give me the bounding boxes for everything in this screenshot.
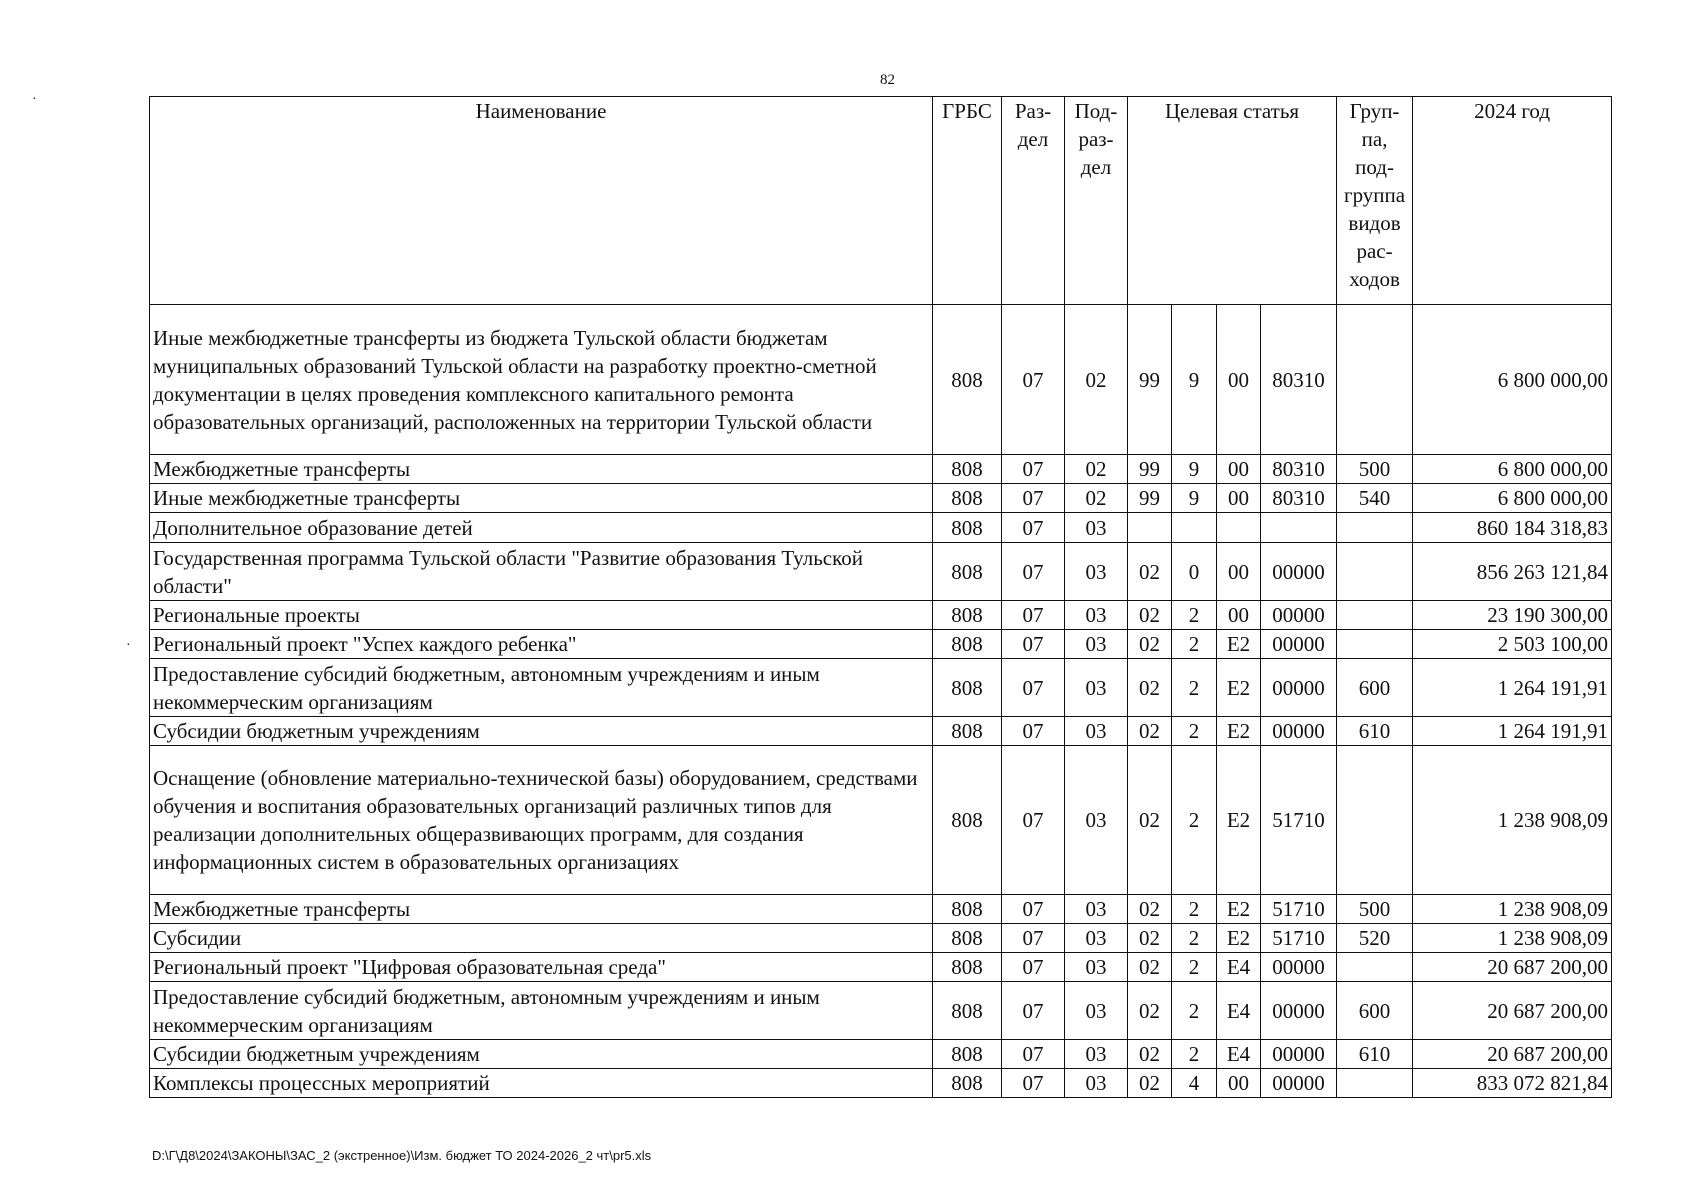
- row-amount: 20 687 200,00: [1413, 1040, 1612, 1069]
- row-grbs: 808: [933, 455, 1002, 484]
- row-razdel: 07: [1002, 630, 1065, 659]
- row-target-direction: 80310: [1261, 484, 1337, 513]
- table-row: [150, 484, 1612, 513]
- row-target-event: E2: [1217, 746, 1261, 895]
- row-target-program: 99: [1128, 305, 1172, 455]
- row-name: Межбюджетные трансферты: [150, 895, 933, 924]
- row-target-event: 00: [1217, 601, 1261, 630]
- row-expense-group: [1337, 1069, 1413, 1098]
- row-target-subprogram: 9: [1172, 484, 1217, 513]
- row-grbs: 808: [933, 513, 1002, 543]
- row-grbs: 808: [933, 1069, 1002, 1098]
- row-razdel: 07: [1002, 455, 1065, 484]
- row-name: Иные межбюджетные трансферты: [150, 484, 933, 513]
- row-grbs: 808: [933, 659, 1002, 717]
- row-razdel: 07: [1002, 543, 1065, 601]
- header-row: [150, 97, 1612, 305]
- row-target-event: E4: [1217, 953, 1261, 982]
- row-target-subprogram: 2: [1172, 895, 1217, 924]
- row-name: Региональный проект "Успех каждого ребенка": [150, 630, 933, 659]
- row-expense-group: [1337, 305, 1413, 455]
- row-razdel: 07: [1002, 717, 1065, 746]
- row-grbs: 808: [933, 982, 1002, 1040]
- row-target-direction: 00000: [1261, 630, 1337, 659]
- header-name: Наименование: [150, 97, 933, 305]
- table-row: [150, 601, 1612, 630]
- row-target-direction: 51710: [1261, 895, 1337, 924]
- row-target-subprogram: 0: [1172, 543, 1217, 601]
- row-target-event: E2: [1217, 659, 1261, 717]
- row-podrazdel: 03: [1065, 630, 1128, 659]
- row-razdel: 07: [1002, 982, 1065, 1040]
- table-row: [150, 659, 1612, 717]
- row-target-subprogram: 2: [1172, 924, 1217, 953]
- row-amount: 2 503 100,00: [1413, 630, 1612, 659]
- row-amount: 20 687 200,00: [1413, 982, 1612, 1040]
- row-podrazdel: 03: [1065, 659, 1128, 717]
- row-name: Предоставление субсидий бюджетным, автономным учреждениям и иным некоммерческим организациям: [150, 982, 933, 1040]
- row-target-event: 00: [1217, 455, 1261, 484]
- row-target-program: 02: [1128, 895, 1172, 924]
- row-razdel: 07: [1002, 895, 1065, 924]
- header-target-article: Целевая статья: [1128, 97, 1337, 305]
- row-target-direction: 00000: [1261, 717, 1337, 746]
- header-podrazdel: Под- раз- дел: [1065, 97, 1128, 305]
- row-grbs: 808: [933, 1040, 1002, 1069]
- row-target-program: 02: [1128, 1040, 1172, 1069]
- row-target-subprogram: 9: [1172, 305, 1217, 455]
- row-amount: 23 190 300,00: [1413, 601, 1612, 630]
- row-target-direction: 51710: [1261, 924, 1337, 953]
- row-podrazdel: 03: [1065, 601, 1128, 630]
- row-target-subprogram: 2: [1172, 1040, 1217, 1069]
- row-target-direction: 51710: [1261, 746, 1337, 895]
- row-target-event: E2: [1217, 924, 1261, 953]
- row-target-direction: [1261, 513, 1337, 543]
- table-row: [150, 305, 1612, 455]
- row-amount: 833 072 821,84: [1413, 1069, 1612, 1098]
- row-target-direction: 00000: [1261, 601, 1337, 630]
- row-target-program: 02: [1128, 746, 1172, 895]
- row-name: Оснащение (обновление материально-технической базы) оборудованием, средствами обучения и воспитания образовательных организаций различных типов для реализации дополнительных общеразвивающих программ, для создания информационных систем в образовательных организациях: [150, 746, 933, 895]
- scan-dot: ·: [32, 92, 37, 107]
- row-grbs: 808: [933, 717, 1002, 746]
- table-row: [150, 717, 1612, 746]
- row-expense-group: 600: [1337, 659, 1413, 717]
- row-target-subprogram: 2: [1172, 659, 1217, 717]
- row-name: Межбюджетные трансферты: [150, 455, 933, 484]
- row-amount: 860 184 318,83: [1413, 513, 1612, 543]
- table-row: [150, 455, 1612, 484]
- row-podrazdel: 03: [1065, 543, 1128, 601]
- row-grbs: 808: [933, 601, 1002, 630]
- row-podrazdel: 03: [1065, 746, 1128, 895]
- row-amount: 1 238 908,09: [1413, 924, 1612, 953]
- row-target-program: 02: [1128, 543, 1172, 601]
- row-target-event: E4: [1217, 1040, 1261, 1069]
- row-grbs: 808: [933, 484, 1002, 513]
- row-expense-group: 610: [1337, 717, 1413, 746]
- row-expense-group: [1337, 543, 1413, 601]
- row-podrazdel: 03: [1065, 982, 1128, 1040]
- row-target-subprogram: 2: [1172, 746, 1217, 895]
- row-podrazdel: 03: [1065, 953, 1128, 982]
- row-podrazdel: 03: [1065, 924, 1128, 953]
- row-target-program: 02: [1128, 953, 1172, 982]
- row-expense-group: [1337, 953, 1413, 982]
- header-year: 2024 год: [1413, 97, 1612, 305]
- row-target-subprogram: 2: [1172, 982, 1217, 1040]
- row-target-program: 02: [1128, 659, 1172, 717]
- row-amount: 6 800 000,00: [1413, 305, 1612, 455]
- row-grbs: 808: [933, 630, 1002, 659]
- row-target-direction: 00000: [1261, 982, 1337, 1040]
- row-razdel: 07: [1002, 924, 1065, 953]
- row-name: Предоставление субсидий бюджетным, автономным учреждениям и иным некоммерческим организациям: [150, 659, 933, 717]
- row-target-program: 02: [1128, 717, 1172, 746]
- row-target-program: 02: [1128, 924, 1172, 953]
- row-expense-group: [1337, 746, 1413, 895]
- table-row: [150, 924, 1612, 953]
- row-podrazdel: 03: [1065, 1040, 1128, 1069]
- row-target-direction: 80310: [1261, 455, 1337, 484]
- row-expense-group: [1337, 630, 1413, 659]
- row-expense-group: 500: [1337, 895, 1413, 924]
- table-row: [150, 895, 1612, 924]
- row-target-program: 02: [1128, 1069, 1172, 1098]
- row-target-subprogram: 9: [1172, 455, 1217, 484]
- row-target-direction: 00000: [1261, 953, 1337, 982]
- row-target-direction: 00000: [1261, 1069, 1337, 1098]
- row-expense-group: [1337, 601, 1413, 630]
- budget-table: [149, 96, 1612, 1098]
- row-name: Дополнительное образование детей: [150, 513, 933, 543]
- table-row: [150, 982, 1612, 1040]
- row-name: Субсидии: [150, 924, 933, 953]
- row-amount: 6 800 000,00: [1413, 484, 1612, 513]
- file-path-footer: D:\Г\Д8\2024\ЗАКОНЫ\ЗАС_2 (экстренное)\Изм. бюджет ТО 2024-2026_2 чт\pr5.xls: [152, 1148, 652, 1163]
- row-expense-group: 520: [1337, 924, 1413, 953]
- header-grbs: ГРБС: [933, 97, 1002, 305]
- table-row: [150, 630, 1612, 659]
- row-target-program: 99: [1128, 455, 1172, 484]
- row-amount: 1 264 191,91: [1413, 659, 1612, 717]
- row-target-program: 02: [1128, 601, 1172, 630]
- table-row: [150, 543, 1612, 601]
- row-expense-group: 610: [1337, 1040, 1413, 1069]
- table-row: [150, 1069, 1612, 1098]
- row-podrazdel: 03: [1065, 717, 1128, 746]
- row-grbs: 808: [933, 543, 1002, 601]
- row-target-subprogram: 2: [1172, 630, 1217, 659]
- row-target-event: 00: [1217, 1069, 1261, 1098]
- row-podrazdel: 03: [1065, 895, 1128, 924]
- row-target-subprogram: 4: [1172, 1069, 1217, 1098]
- row-target-direction: 00000: [1261, 543, 1337, 601]
- header-razdel: Раз- дел: [1002, 97, 1065, 305]
- row-name: Комплексы процессных мероприятий: [150, 1069, 933, 1098]
- row-target-event: [1217, 513, 1261, 543]
- row-razdel: 07: [1002, 513, 1065, 543]
- row-razdel: 07: [1002, 1069, 1065, 1098]
- row-razdel: 07: [1002, 953, 1065, 982]
- row-amount: 20 687 200,00: [1413, 953, 1612, 982]
- row-target-program: 02: [1128, 982, 1172, 1040]
- row-target-direction: 80310: [1261, 305, 1337, 455]
- row-target-event: 00: [1217, 543, 1261, 601]
- table-row: [150, 953, 1612, 982]
- row-target-subprogram: 2: [1172, 953, 1217, 982]
- row-target-direction: 00000: [1261, 1040, 1337, 1069]
- row-razdel: 07: [1002, 305, 1065, 455]
- row-grbs: 808: [933, 895, 1002, 924]
- row-razdel: 07: [1002, 659, 1065, 717]
- row-name: Иные межбюджетные трансферты из бюджета Тульской области бюджетам муниципальных образований Тульской области на разработку проектно-сметной документации в целях проведения комплексного капитального ремонта образовательных организаций, расположенных на территории Тульской области: [150, 305, 933, 455]
- row-razdel: 07: [1002, 1040, 1065, 1069]
- row-name: Региональные проекты: [150, 601, 933, 630]
- row-grbs: 808: [933, 924, 1002, 953]
- row-target-direction: 00000: [1261, 659, 1337, 717]
- header-expense-group: Груп- па, под- группа видов рас- ходов: [1337, 97, 1413, 305]
- table-row: [150, 1040, 1612, 1069]
- row-amount: 6 800 000,00: [1413, 455, 1612, 484]
- row-grbs: 808: [933, 305, 1002, 455]
- row-razdel: 07: [1002, 601, 1065, 630]
- row-expense-group: 500: [1337, 455, 1413, 484]
- table-row: [150, 513, 1612, 543]
- table-row: [150, 746, 1612, 895]
- row-amount: 1 264 191,91: [1413, 717, 1612, 746]
- scan-dot: ·: [126, 638, 131, 653]
- row-target-event: 00: [1217, 484, 1261, 513]
- row-name: Субсидии бюджетным учреждениям: [150, 1040, 933, 1069]
- row-podrazdel: 02: [1065, 455, 1128, 484]
- row-name: Региональный проект "Цифровая образовательная среда": [150, 953, 933, 982]
- row-target-subprogram: [1172, 513, 1217, 543]
- row-target-event: E4: [1217, 982, 1261, 1040]
- row-target-program: 99: [1128, 484, 1172, 513]
- row-target-event: E2: [1217, 630, 1261, 659]
- row-name: Государственная программа Тульской области "Развитие образования Тульской области": [150, 543, 933, 601]
- row-razdel: 07: [1002, 746, 1065, 895]
- page-number: 82: [880, 72, 895, 88]
- row-expense-group: 540: [1337, 484, 1413, 513]
- row-expense-group: 600: [1337, 982, 1413, 1040]
- row-amount: 1 238 908,09: [1413, 895, 1612, 924]
- row-target-program: [1128, 513, 1172, 543]
- row-podrazdel: 02: [1065, 484, 1128, 513]
- row-target-event: 00: [1217, 305, 1261, 455]
- row-amount: 1 238 908,09: [1413, 746, 1612, 895]
- row-grbs: 808: [933, 953, 1002, 982]
- row-target-program: 02: [1128, 630, 1172, 659]
- row-podrazdel: 02: [1065, 305, 1128, 455]
- row-target-event: E2: [1217, 895, 1261, 924]
- row-grbs: 808: [933, 746, 1002, 895]
- row-name: Субсидии бюджетным учреждениям: [150, 717, 933, 746]
- row-razdel: 07: [1002, 484, 1065, 513]
- row-expense-group: [1337, 513, 1413, 543]
- row-target-subprogram: 2: [1172, 601, 1217, 630]
- row-target-event: E2: [1217, 717, 1261, 746]
- row-amount: 856 263 121,84: [1413, 543, 1612, 601]
- row-podrazdel: 03: [1065, 1069, 1128, 1098]
- row-podrazdel: 03: [1065, 513, 1128, 543]
- row-target-subprogram: 2: [1172, 717, 1217, 746]
